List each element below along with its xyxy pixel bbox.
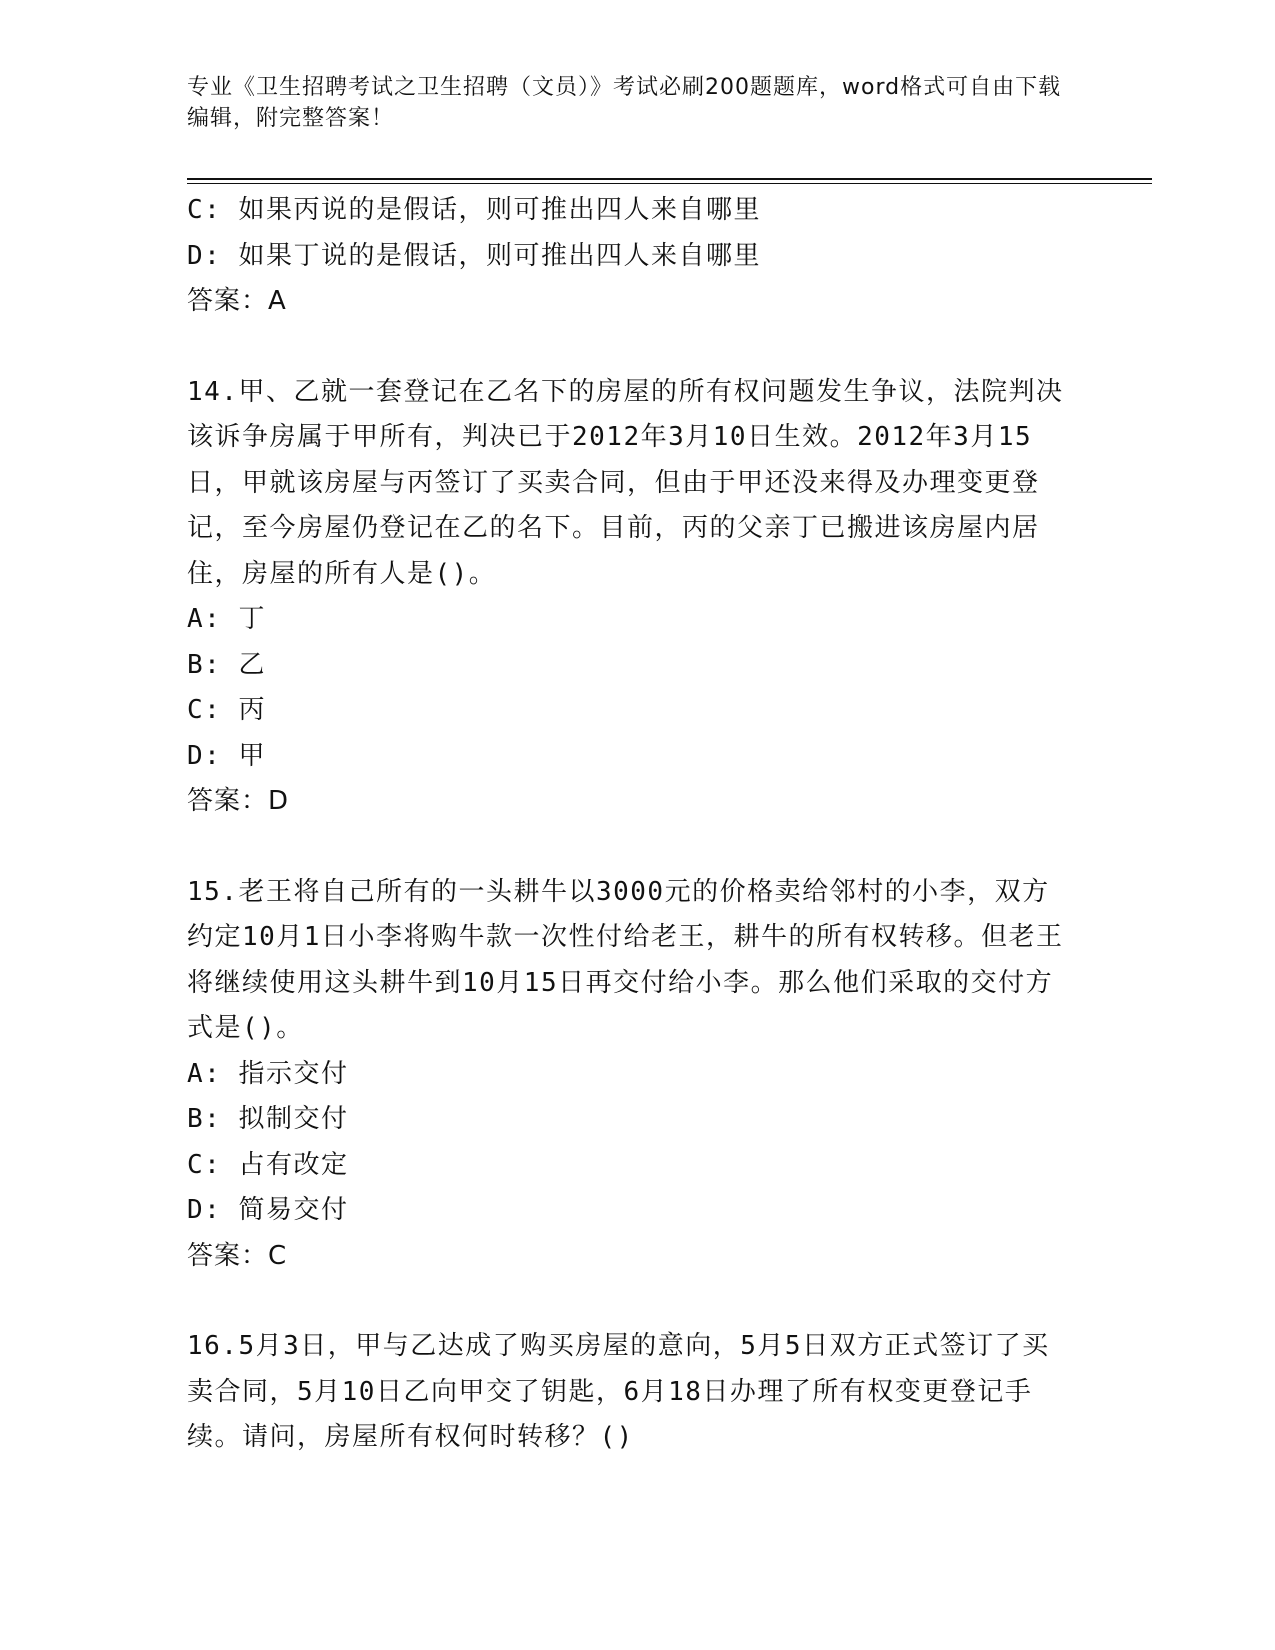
question-16-stem: 16.5月3日，甲与乙达成了购买房屋的意向，5月5日双方正式签订了买卖合同，5月10日乙向甲交了钥匙，6月18日办理了所有权变更登记手续。请问，房屋所有权何时转移？() <box>187 1331 1050 1452</box>
question-14 <box>187 370 1087 825</box>
question-content <box>187 188 1087 1461</box>
question-15-answer: 答案：C <box>187 1240 288 1271</box>
question-14-stem: 14.甲、乙就一套登记在乙名下的房屋的所有权问题发生争议，法院判决该诉争房属于甲所有，判决已于2012年3月10日生效。2012年3月15日，甲就该房屋与丙签订了买卖合同，但由于甲还没来得及办理变更登记，至今房屋仍登记在乙的名下。目前，丙的父亲丁已搬进该房屋内居住，房屋的所有人是()。 <box>187 376 1064 589</box>
question-13-option-d: D: 如果丁说的是假话，则可推出四人来自哪里 <box>187 240 761 271</box>
question-13-option-c: C: 如果丙说的是假话，则可推出四人来自哪里 <box>187 195 761 225</box>
question-13-answer: 答案：A <box>187 286 287 316</box>
header-divider-thick <box>187 178 1152 180</box>
question-14-option-b: B: 乙 <box>187 649 266 680</box>
question-15-option-d: D: 简易交付 <box>187 1195 349 1225</box>
question-15-option-b: B: 拟制交付 <box>187 1104 349 1134</box>
question-13-tail <box>187 188 1087 325</box>
question-15-option-a: A: 指示交付 <box>187 1058 349 1089</box>
question-15 <box>187 870 1087 1280</box>
question-spacer <box>187 825 1087 870</box>
question-16 <box>187 1324 1087 1461</box>
question-14-option-d: D: 甲 <box>187 740 266 771</box>
question-14-option-a: A: 丁 <box>187 604 266 634</box>
question-15-option-c: C: 占有改定 <box>187 1149 349 1180</box>
question-14-answer: 答案：D <box>187 786 290 816</box>
question-14-option-c: C: 丙 <box>187 695 266 725</box>
header-divider-thin <box>187 183 1152 184</box>
question-15-stem: 15.老王将自己所有的一头耕牛以3000元的价格卖给邻村的小李，双方约定10月1日小李将购牛款一次性付给老王，耕牛的所有权转移。但老王将继续使用这头耕牛到10月15日再交付给小李。那么他们采取的交付方式是()。 <box>187 876 1064 1043</box>
page-header: 专业《卫生招聘考试之卫生招聘（文员）》考试必刷200题题库，word格式可自由下载编辑，附完整答案！ <box>187 75 1062 131</box>
question-spacer <box>187 1279 1087 1324</box>
question-spacer <box>187 325 1087 370</box>
